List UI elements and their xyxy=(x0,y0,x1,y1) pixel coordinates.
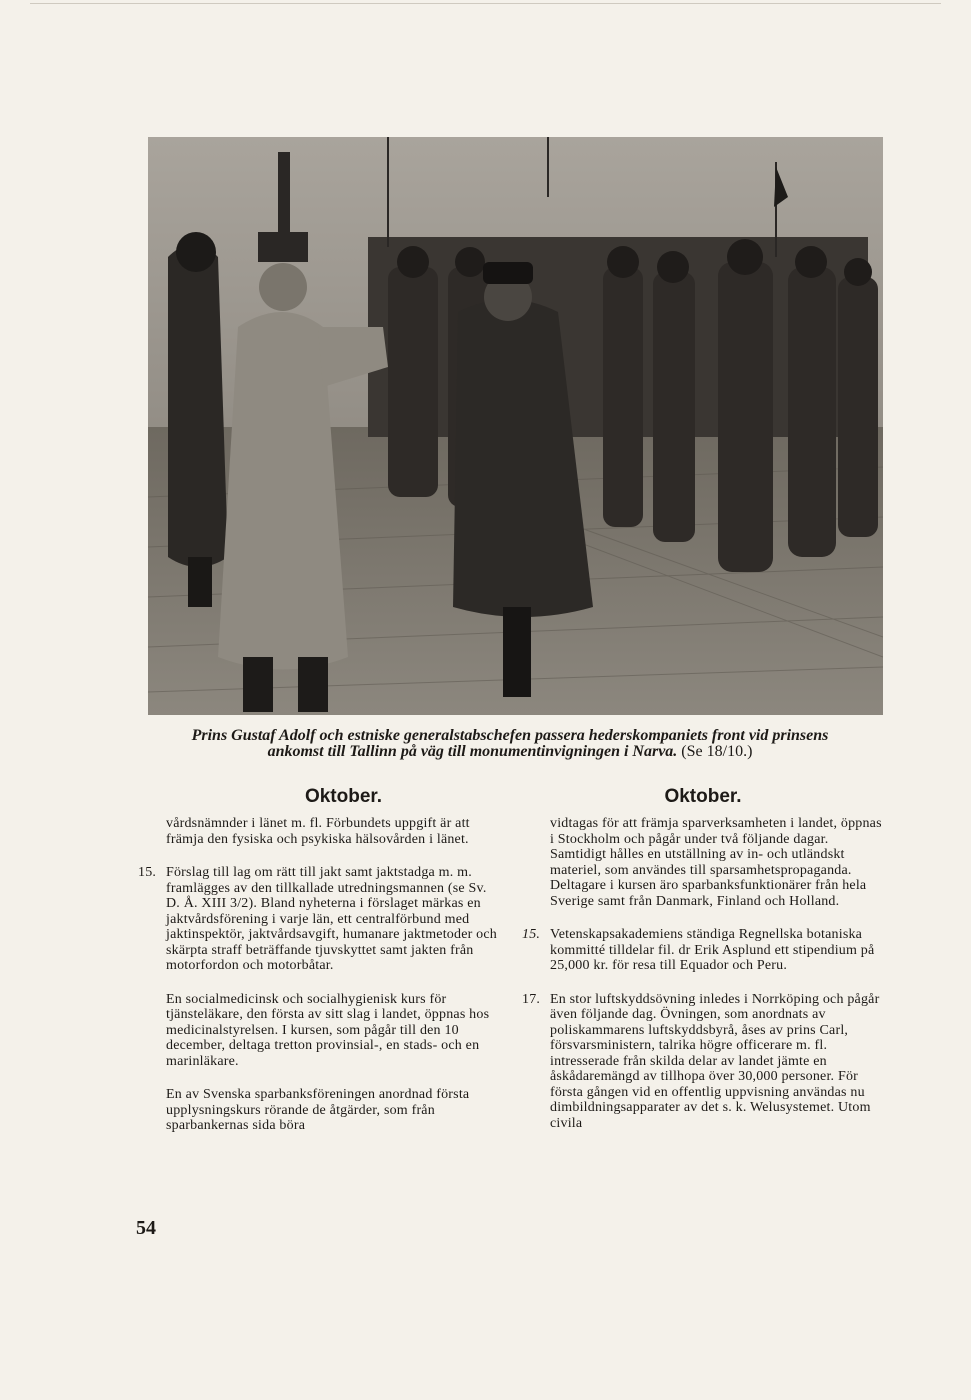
caption-reference: (Se 18/10.) xyxy=(681,743,753,760)
paragraph-text: En stor luftskyddsövning inledes i Norrköping och pågår även följande dag. Övningen, som anordnats av poliskammarens luftskyddsbyrå, åses av prins Carl, försvarsministern, talrika högre officerare m. fl. intresserade från skilda delar av landet jämte en åskådaremängd av tillhopa över 30,000 personer. För första gången vid en offentlig uppvisning användas nu dimbildningsapparater av det s. k. Welusystemet. Utom civila xyxy=(550,991,880,1131)
top-rule xyxy=(30,3,941,4)
right-column-heading: Oktober. xyxy=(664,786,742,807)
paragraph-text: Vetenskapsakademiens ständiga Regnellska botaniska kommitté tilldelar fil. dr Erik Asplund ett stipendium på 25,000 kr. för resa till Equador och Peru. xyxy=(550,927,875,973)
photo-caption xyxy=(130,728,890,760)
right-paragraph-3 xyxy=(522,991,886,1132)
right-paragraph-2 xyxy=(522,927,886,974)
entry-date: 15. xyxy=(522,927,541,942)
left-paragraph-3 xyxy=(166,992,501,1070)
left-column xyxy=(136,786,501,1152)
left-paragraph-1 xyxy=(166,816,501,847)
paragraph-text: Förslag till lag om rätt till jakt samt jaktstadga m. m. framlägges av den tillkallade utredningsmannen (se Sv. D. Å. XIII 3/2). Bland nyheterna i förslaget märkas en jaktvårdsförening i varje län, ett centralförbund med jaktinspektör, jaktvårdsavgift, humanare jaktmetoder och skärpta straff beträffande tjuvskyttet samt jakten från motorfordon och motorbåtar. xyxy=(166,865,497,973)
caption-line-2 xyxy=(130,744,890,760)
paragraph-text: vårdsnämnder i länet m. fl. Förbundets uppgift är att främja den fysiska och psykiska hälsovården i länet. xyxy=(166,816,470,847)
page-number: 54 xyxy=(136,1217,156,1239)
paragraph-text: En av Svenska sparbanksföreningen anordnad första upplysningskurs rörande de åtgärder, som från sparbankernas sida böra xyxy=(166,1087,470,1133)
photograph xyxy=(148,137,883,715)
entry-date: 17. xyxy=(522,991,541,1007)
left-column-heading: Oktober. xyxy=(304,786,383,807)
paragraph-text: vidtagas för att främja sparverksamheten i landet, öppnas i Stockholm och pågår under två följande dagar. Samtidigt hålles en utställning av in- och utländskt materiel, som användes till sparsamhetspropaganda. Deltagare i kursen äro sparbanksfunktionärer från hela Sverige samt från Danmark, Finland och Holland. xyxy=(550,816,882,909)
left-paragraph-4 xyxy=(166,1087,501,1134)
right-column xyxy=(520,786,886,1149)
caption-line-1: Prins Gustaf Adolf och estniske generalstabschefen passera hederskompaniets front vid prinsens xyxy=(191,727,829,744)
photo-drawing xyxy=(148,137,883,715)
caption-line-2-text: ankomst till Tallinn på väg till monumentinvigningen i Narva. xyxy=(267,743,678,760)
left-paragraph-2 xyxy=(138,865,501,974)
paragraph-text: En socialmedicinsk och socialhygienisk kurs för tjänsteläkare, den första av sitt slag i landet, öppnas hos medicinalstyrelsen. I kursen, som pågår till den 10 december, deltaga tretton provinsial-, en stads- och en marinläkare. xyxy=(166,991,490,1069)
entry-date: 15. xyxy=(138,865,157,880)
right-paragraph-1 xyxy=(550,816,886,909)
